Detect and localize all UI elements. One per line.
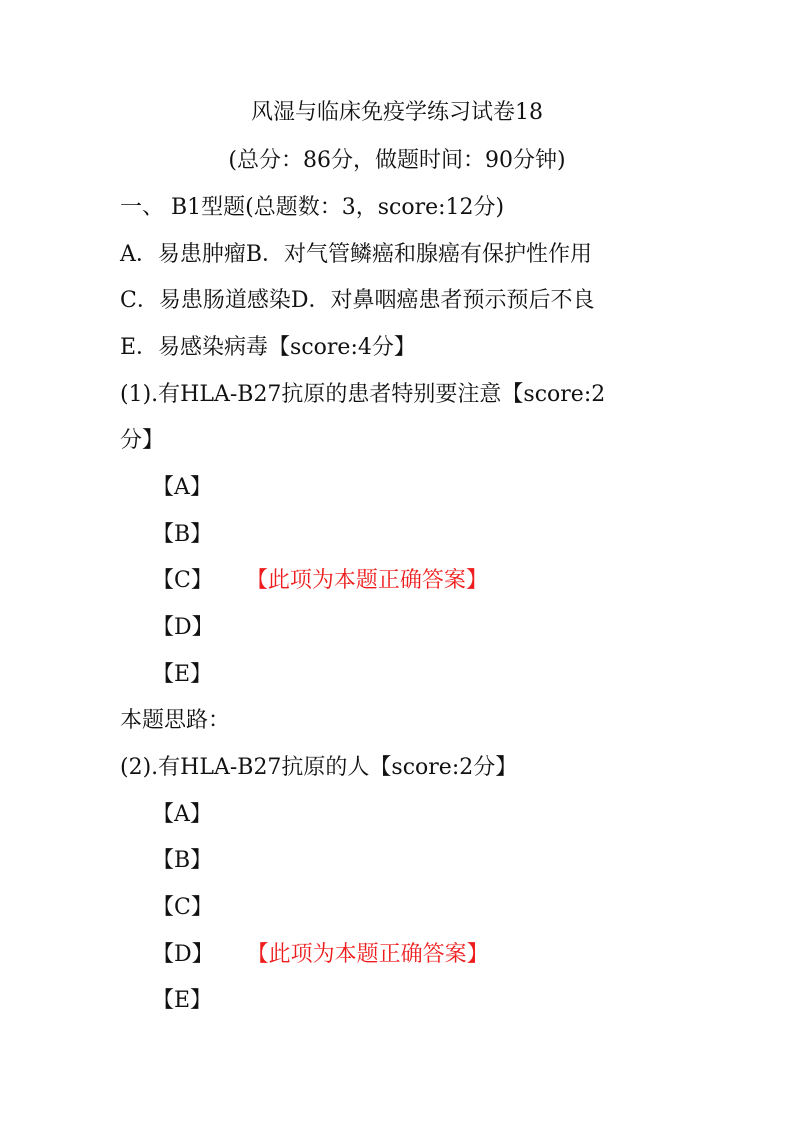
question-1-choice-d	[152, 613, 214, 643]
correct-answer-marker: 【此项为本题正确答案】	[257, 942, 489, 967]
choice-label: 【C】	[152, 895, 213, 920]
choice-label: 【B】	[152, 848, 213, 873]
section-heading: 一、 B1型题(总题数：3，score:12分)	[120, 195, 505, 220]
choice-label: 【E】	[152, 988, 213, 1013]
question-2-choice-d	[152, 940, 489, 970]
exam-subtitle: (总分：86分，做题时间：90分钟)	[228, 148, 566, 173]
question-1-stem-line-2: 分】	[120, 428, 165, 453]
correct-answer-marker: 【此项为本题正确答案】	[256, 568, 488, 593]
question-2-choice-e	[152, 986, 212, 1016]
shared-options-line-3: E．易感染病毒【score:4分】	[120, 335, 416, 360]
question-1-choice-a	[152, 473, 212, 503]
question-1-stem-line-1: (1).有HLA-B27抗原的患者特别要注意【score:2	[120, 382, 606, 407]
question-1-analysis-label: 本题思路：	[120, 708, 231, 733]
choice-label: 【E】	[152, 662, 213, 687]
choice-label: 【B】	[152, 522, 213, 547]
choice-label: 【A】	[152, 475, 212, 500]
question-1-choice-b	[152, 520, 212, 550]
question-1-choice-e	[152, 660, 212, 690]
choice-label: 【C】	[152, 568, 213, 593]
choice-label: 【D】	[152, 615, 214, 640]
choice-label: 【A】	[152, 802, 212, 827]
shared-options-line-2: C．易患肠道感染D．对鼻咽癌患者预示预后不良	[120, 288, 595, 313]
question-2-choice-b	[152, 846, 212, 876]
shared-options-line-1: A．易患肿瘤B．对气管鳞癌和腺癌有保护性作用	[120, 242, 593, 267]
question-2-choice-c	[152, 893, 213, 923]
question-2-choice-a	[152, 800, 212, 830]
choice-label: 【D】	[152, 942, 214, 967]
question-1-choice-c	[152, 566, 488, 596]
exam-title: 风湿与临床免疫学练习试卷18	[251, 100, 543, 125]
question-2-stem: (2).有HLA-B27抗原的人【score:2分】	[120, 755, 518, 780]
